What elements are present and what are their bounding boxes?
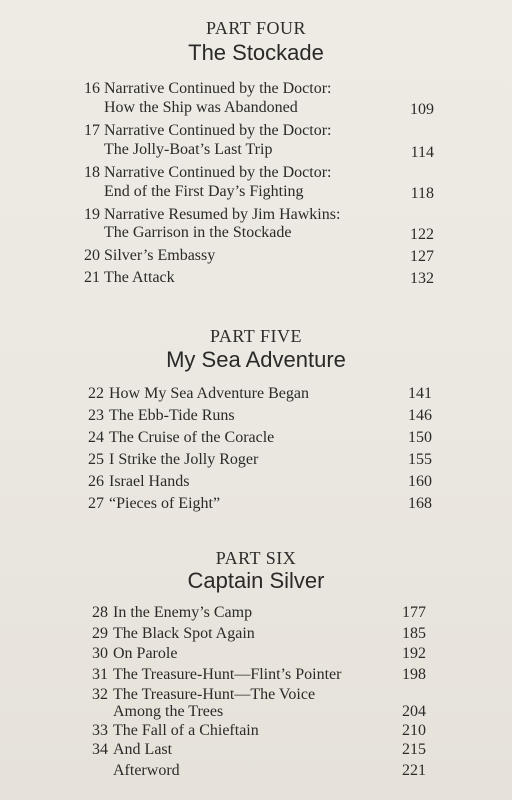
chapter-title: Narrative Continued by the Doctor: [104,164,332,181]
page-number: 122 [410,226,434,243]
page-number: 221 [402,762,426,779]
chapter-number: 30 [92,645,108,662]
chapter-title: How My Sea Adventure Began [109,385,309,402]
chapter-title: Narrative Continued by the Doctor: [104,122,332,139]
chapter-title: On Parole [113,645,178,662]
page-number: 146 [408,407,432,424]
chapter-title: Narrative Resumed by Jim Hawkins: [104,206,341,223]
chapter-number: 16 [84,80,100,97]
chapter-title: The Black Spot Again [113,625,255,642]
page-number: 114 [410,144,434,161]
chapter-title: And Last [113,741,173,758]
chapter-title: The Cruise of the Coracle [109,429,275,446]
chapter-title: In the Enemy’s Camp [113,604,253,621]
chapter-number: 20 [84,247,100,264]
chapter-number: 19 [84,206,100,223]
chapter-title: The Attack [104,269,175,286]
chapter-number: 28 [92,604,108,621]
page-number: 177 [402,604,426,621]
part-label: PART FIVE [210,326,302,346]
chapter-title: I Strike the Jolly Roger [109,451,259,468]
chapter-title: Narrative Continued by the Doctor: [104,80,332,97]
chapter-title: “Pieces of Eight” [109,495,221,512]
part-label: PART SIX [215,548,297,568]
page-number: 160 [408,473,432,490]
page-number: 185 [402,625,426,642]
part-title: My Sea Adventure [166,347,346,372]
page-number: 150 [408,429,432,446]
chapter-number: 24 [88,429,104,446]
chapter-number: 21 [84,269,100,286]
page-number: 215 [402,741,426,758]
chapter-title: The Ebb-Tide Runs [109,407,235,424]
chapter-number: 23 [88,407,104,424]
chapter-number: 32 [92,686,108,703]
part-label: PART FOUR [206,18,306,38]
part-title: The Stockade [188,40,324,65]
chapter-number: 17 [84,122,100,139]
chapter-number: 33 [92,722,108,739]
chapter-title-cont: The Garrison in the Stockade [104,224,292,241]
chapter-number: 18 [84,164,100,181]
chapter-title: Silver’s Embassy [104,247,216,264]
chapter-title-cont: The Jolly-Boat’s Last Trip [104,141,273,158]
chapter-number: 34 [92,741,108,758]
page-number: 204 [402,703,426,720]
page-number: 141 [408,385,432,402]
chapter-number: 25 [88,451,104,468]
chapter-number: 31 [92,666,108,683]
chapter-title-cont: Among the Trees [113,703,224,720]
page-number: 168 [408,495,432,512]
chapter-number: 29 [92,625,108,642]
chapter-title: The Treasure-Hunt—Flint’s Pointer [113,666,342,683]
page-number: 127 [410,248,434,265]
part-title: Captain Silver [187,568,325,593]
page-number: 155 [408,451,432,468]
chapter-title-cont: End of the First Day’s Fighting [104,183,304,200]
page-number: 132 [410,270,434,287]
page-number: 210 [402,722,426,739]
chapter-number: 26 [88,473,104,490]
chapter-title: The Treasure-Hunt—The Voice [113,686,316,703]
chapter-number: 22 [88,385,104,402]
chapter-number: 27 [88,495,104,512]
page-number: 198 [402,666,426,683]
chapter-title: Afterword [113,762,180,779]
page-number: 192 [402,645,426,662]
chapter-title: Israel Hands [109,473,190,490]
chapter-title: The Fall of a Chieftain [113,722,259,739]
chapter-title-cont: How the Ship was Abandoned [104,99,298,116]
page-number: 109 [410,101,434,118]
page-number: 118 [410,185,434,202]
